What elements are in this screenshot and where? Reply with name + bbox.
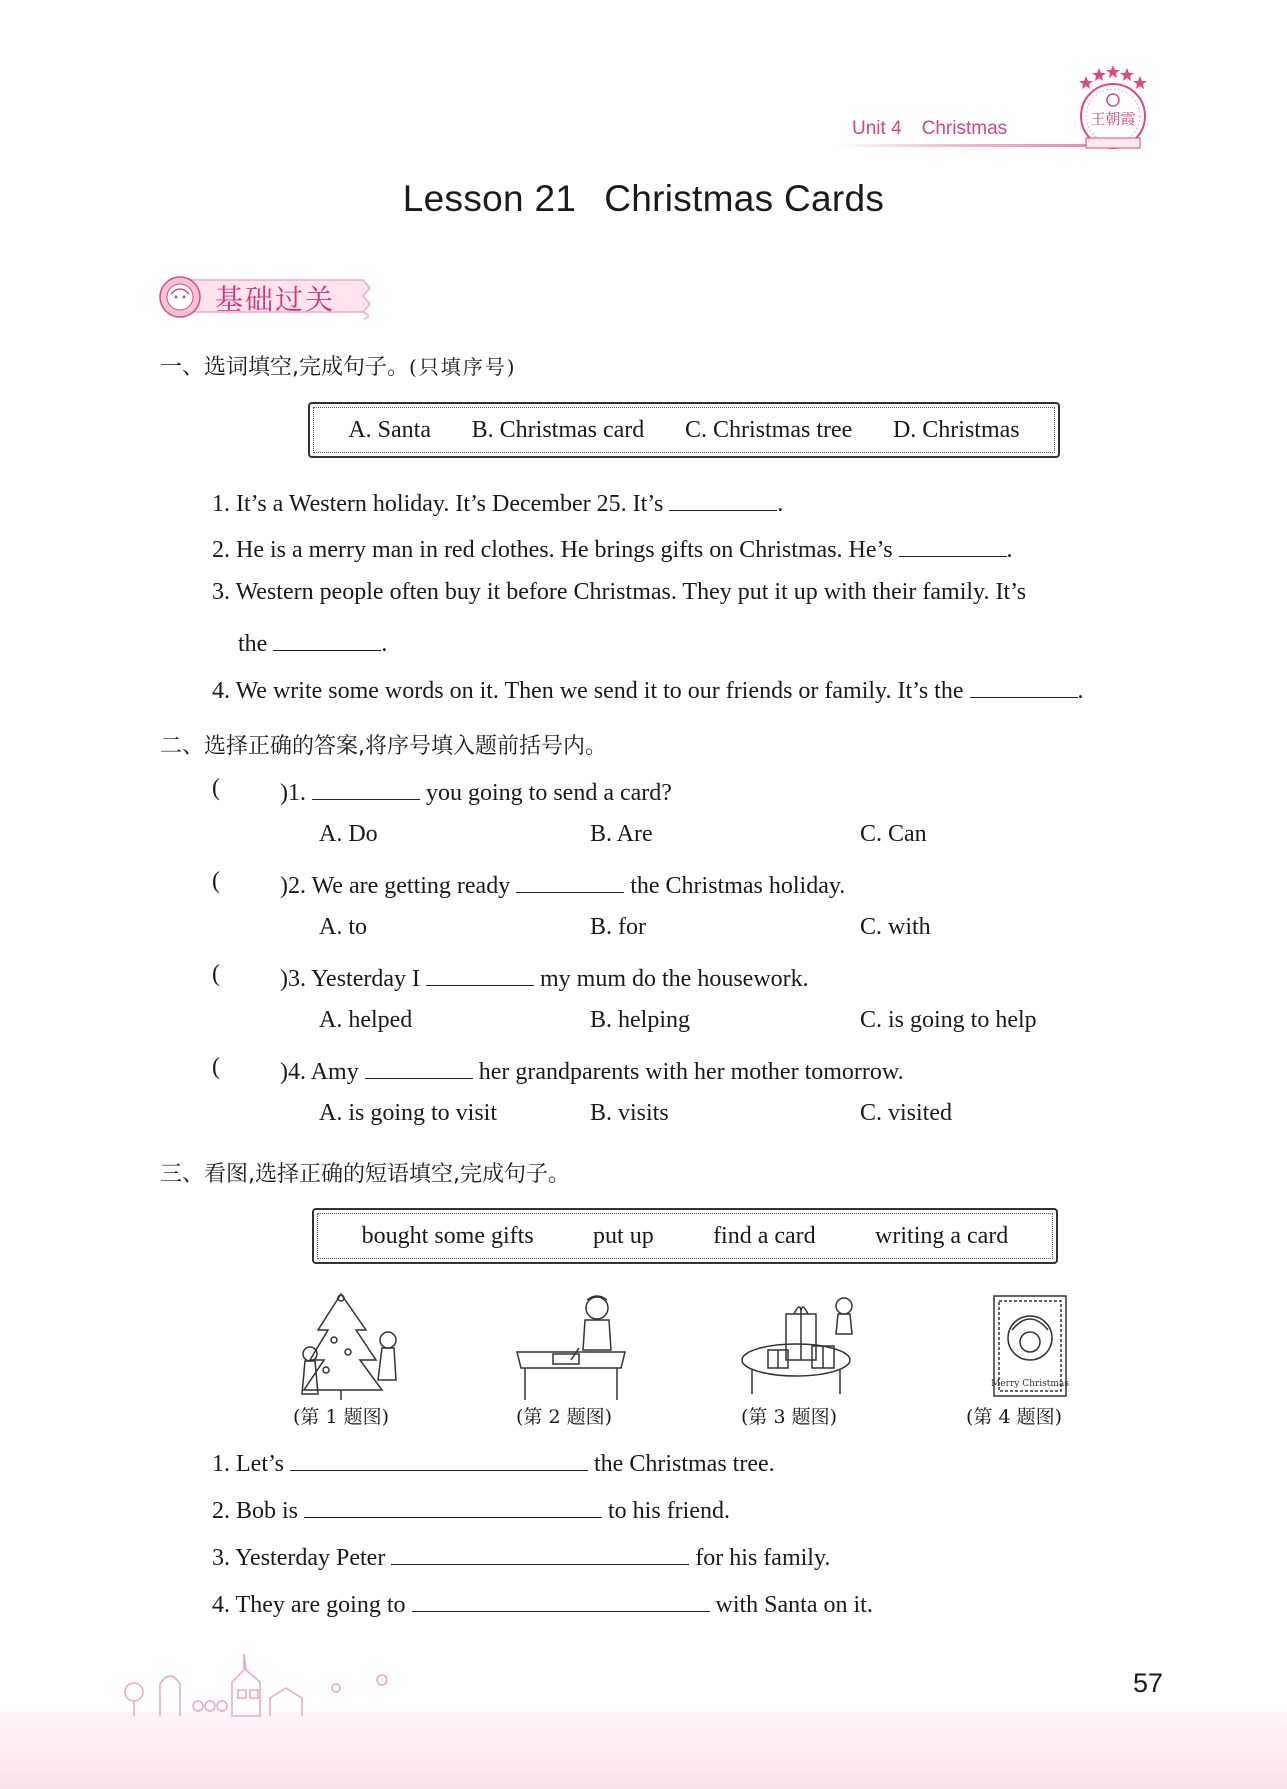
page-number: 57 (1133, 1668, 1164, 1698)
s2-q3-paren-open[interactable]: ( (212, 961, 220, 987)
picture-caption-4: (第 4 题图) (966, 1406, 1062, 1428)
section1-note: (只填序号) (409, 355, 517, 379)
lesson-number: Lesson 21 (402, 178, 577, 219)
s3-item-3-end: for his family. (689, 1545, 831, 1571)
section1-heading-text: 一、选词填空,完成句子。 (160, 355, 409, 380)
s2-q4-after: her grandparents with her mother tomorrow. (472, 1059, 904, 1085)
s3-item-1-end: the Christmas tree. (588, 1451, 775, 1477)
unit-label: Unit 4 (852, 118, 902, 139)
s2-q4-option-b: B. visits (590, 1100, 669, 1126)
picture-caption-2: (第 2 题图) (516, 1406, 612, 1428)
s2-q1-number: )1. (280, 780, 306, 806)
s2-q3-number: )3. (280, 966, 306, 992)
s2-q4-paren-open[interactable]: ( (212, 1054, 220, 1080)
s1-item-3-end: . (381, 631, 388, 657)
s1-item-2-end: . (1006, 537, 1013, 563)
gifts-picture-icon (738, 1290, 860, 1402)
publisher-logo-icon (1072, 62, 1154, 154)
logo-text: 王朝霞 (1090, 110, 1136, 128)
answer-blank[interactable] (312, 776, 420, 800)
section3-heading: 三、看图,选择正确的短语填空,完成句子。 (160, 1162, 570, 1187)
christmas-card-picture-icon (990, 1290, 1072, 1402)
choice-d: D. Christmas (892, 416, 1020, 443)
choice-c: C. Christmas tree (684, 416, 853, 443)
banner-title: 基础过关 (215, 283, 336, 316)
s3-item-1 (212, 1447, 775, 1476)
answer-blank[interactable] (290, 1447, 588, 1471)
picture-caption-1: (第 1 题图) (293, 1406, 389, 1428)
choice-b: B. Christmas card (471, 416, 645, 443)
s2-q2-paren-open[interactable]: ( (212, 868, 220, 894)
answer-blank[interactable] (899, 533, 1007, 557)
footer-band (0, 1712, 1287, 1789)
s3-item-2-text: 2. Bob is (212, 1498, 305, 1524)
answer-blank[interactable] (516, 869, 624, 893)
s1-item-1-text: 1. It’s a Western holiday. It’s December 25. It’s (212, 491, 670, 517)
s3-item-4-end: with Santa on it. (709, 1592, 873, 1618)
s2-q2-option-c: C. with (860, 914, 931, 940)
s3-item-2-end: to his friend. (602, 1498, 730, 1524)
s1-item-1-end: . (777, 491, 784, 517)
choice-a: A. Santa (348, 416, 431, 443)
phrase-2: put up (593, 1222, 654, 1249)
answer-blank[interactable] (365, 1055, 473, 1079)
s1-item-1 (212, 487, 783, 516)
lesson-name: Christmas Cards (604, 178, 885, 219)
picture-caption-3: (第 3 题图) (741, 1406, 837, 1428)
s2-q4-option-a: A. is going to visit (319, 1100, 498, 1126)
s2-q2-number: )2. (280, 873, 306, 899)
s1-item-2-text: 2. He is a merry man in red clothes. He brings gifts on Christmas. He’s (212, 537, 899, 563)
phrase-choice-box (312, 1208, 1058, 1264)
s2-q2 (280, 869, 845, 898)
s1-item-3-cont-text: the (238, 631, 274, 657)
unit-header (852, 118, 1007, 140)
s2-q1-option-a: A. Do (319, 821, 378, 847)
s2-q4-option-c: C. visited (860, 1100, 953, 1126)
phrase-3: find a card (713, 1222, 816, 1249)
s2-q1-paren-open[interactable]: ( (212, 775, 220, 801)
answer-blank[interactable] (412, 1588, 710, 1612)
s2-q3 (280, 962, 809, 991)
s3-item-3-text: 3. Yesterday Peter (212, 1545, 392, 1571)
lesson-title (0, 178, 1287, 220)
word-choice-box (308, 402, 1060, 458)
christmas-tree-picture-icon (296, 1290, 404, 1402)
s2-q1-after: you going to send a card? (420, 780, 672, 806)
phrase-4: writing a card (875, 1222, 1009, 1249)
s2-q2-option-b: B. for (590, 914, 646, 940)
s1-item-3-cont (238, 627, 387, 656)
answer-blank[interactable] (391, 1541, 689, 1565)
s2-q3-option-c: C. is going to help (860, 1007, 1037, 1033)
s1-item-4-text: 4. We write some words on it. Then we send it to our friends or family. It’s the (212, 678, 970, 704)
section1-heading (160, 350, 517, 381)
phrase-1: bought some gifts (361, 1222, 534, 1249)
s2-q3-option-a: A. helped (319, 1007, 413, 1033)
s2-q1-option-b: B. Are (590, 821, 653, 847)
s1-item-2 (212, 533, 1013, 562)
answer-blank[interactable] (273, 627, 381, 651)
s2-q4-before: Amy (310, 1059, 365, 1085)
s2-q4-number: )4. (280, 1059, 306, 1085)
s2-q1-option-c: C. Can (860, 821, 927, 847)
s2-q1 (280, 776, 672, 805)
boy-writing-picture-icon (513, 1290, 631, 1402)
card-greeting: Merry Christmas (991, 1379, 1069, 1389)
s3-item-4-text: 4. They are going to (212, 1592, 412, 1618)
s3-item-3 (212, 1541, 830, 1570)
s2-q3-after: my mum do the housework. (534, 966, 809, 992)
answer-blank[interactable] (304, 1494, 602, 1518)
answer-blank[interactable] (669, 487, 777, 511)
answer-blank[interactable] (970, 674, 1078, 698)
s2-q2-after: the Christmas holiday. (624, 873, 846, 899)
s1-item-4 (212, 674, 1084, 703)
footer-town-decoration-icon (120, 1648, 390, 1718)
s3-item-4 (212, 1588, 873, 1617)
s1-item-4-end: . (1077, 678, 1084, 704)
s2-q3-option-b: B. helping (590, 1007, 690, 1033)
s2-q2-before: We are getting ready (311, 873, 517, 899)
s3-item-1-text: 1. Let’s (212, 1451, 290, 1477)
s2-q3-before: Yesterday I (311, 966, 426, 992)
s3-item-2 (212, 1494, 730, 1523)
s1-item-3 (212, 580, 1026, 604)
answer-blank[interactable] (426, 962, 534, 986)
unit-topic: Christmas (921, 118, 1008, 139)
s2-q4 (280, 1055, 904, 1084)
section2-heading: 二、选择正确的答案,将序号填入题前括号内。 (160, 734, 607, 759)
s2-q2-option-a: A. to (319, 914, 367, 940)
s1-item-3-text: 3. Western people often buy it before Christmas. They put it up with their family. It’s (212, 579, 1027, 605)
